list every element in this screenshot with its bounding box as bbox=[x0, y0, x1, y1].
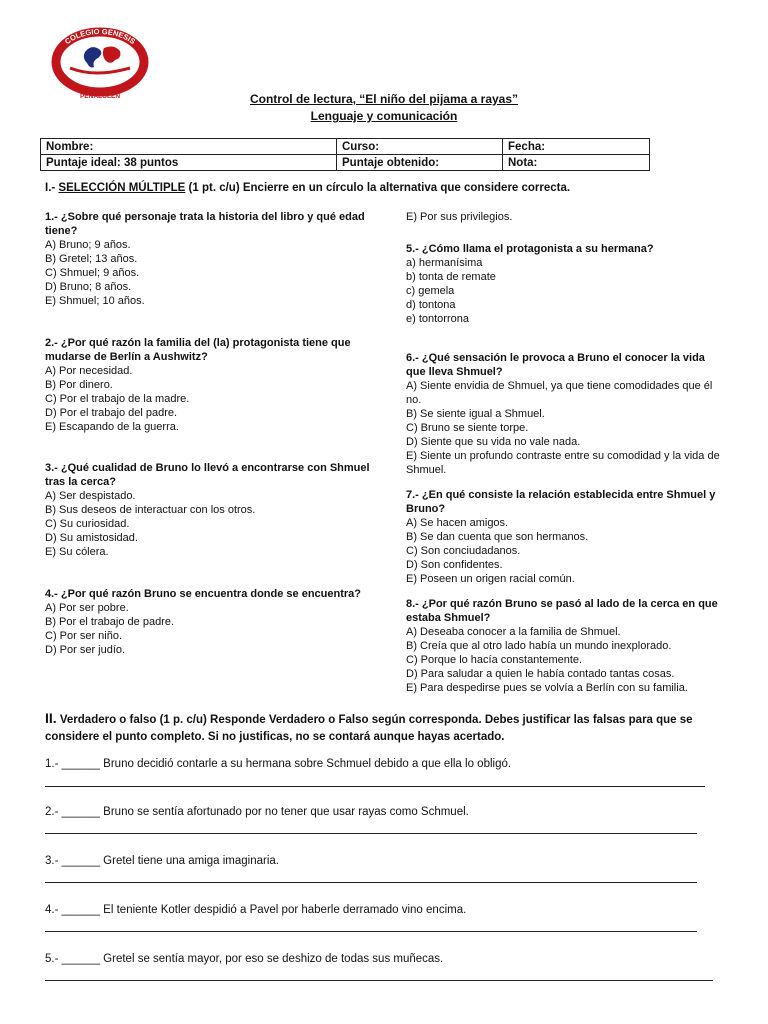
option[interactable]: E) Escapando de la guerra. bbox=[45, 421, 179, 433]
option[interactable]: E) Shmuel; 10 años. bbox=[45, 295, 145, 307]
option[interactable]: D) Por el trabajo del padre. bbox=[45, 407, 178, 419]
option[interactable]: B) Creía que al otro lado había un mundo inexplorado. bbox=[406, 640, 672, 652]
section-2-heading: II. Verdadero o falso (1 p. c/u) Responde Verdadero o Falso según corresponda. Debes justificar las falsas para que se considere el punto completo. Si no justificas, no se contará aunque hayas acertado. bbox=[45, 710, 693, 743]
option[interactable]: D) Por ser judío. bbox=[45, 644, 126, 656]
page-subtitle: Lenguaje y comunicación bbox=[310, 109, 458, 123]
option[interactable]: b) tonta de remate bbox=[406, 271, 496, 283]
option[interactable]: B) Se dan cuenta que son hermanos. bbox=[406, 531, 589, 543]
option[interactable]: B) Se siente igual a Shmuel. bbox=[406, 408, 545, 420]
option[interactable]: A) Deseaba conocer a la familia de Shmuel. bbox=[406, 626, 621, 638]
option[interactable]: A) Siente envidia de Shmuel, ya que tiene comodidades que él no. bbox=[406, 380, 713, 406]
true-false-item-1: 1.- ______ Bruno decidió contarle a su hermana sobre Schmuel debido a que ella lo obligó. bbox=[45, 758, 512, 770]
option[interactable]: B) Por dinero. bbox=[45, 379, 113, 391]
option[interactable]: A) Por ser pobre. bbox=[45, 602, 129, 614]
option[interactable]: C) Shmuel; 9 años. bbox=[45, 267, 140, 279]
grade-field[interactable]: Nota: bbox=[503, 155, 650, 171]
svg-text:PEÑALOLEN: PEÑALOLEN bbox=[79, 93, 121, 100]
obtained-score-field[interactable]: Puntaje obtenido: bbox=[337, 155, 503, 171]
option[interactable]: A) Bruno; 9 años. bbox=[45, 239, 131, 251]
question-2: 2.- ¿Por qué razón la familia del (la) protagonista tiene que mudarse de Berlín a Aushwitz? A) Por necesidad. B) Por dinero. C) Por el trabajo de la madre. D) Por el trabajo del padre. E) Escapando de la guerra. bbox=[45, 336, 370, 434]
option[interactable]: A) Ser despistado. bbox=[45, 490, 136, 502]
option[interactable]: D) Bruno; 8 años. bbox=[45, 281, 132, 293]
option[interactable]: B) Por el trabajo de padre. bbox=[45, 616, 175, 628]
school-logo bbox=[40, 22, 160, 102]
date-field[interactable]: Fecha: bbox=[503, 139, 650, 155]
option[interactable]: B) Sus deseos de interactuar con los otros. bbox=[45, 504, 256, 516]
option[interactable]: a) hermanísima bbox=[406, 257, 483, 269]
question-4-continued bbox=[406, 210, 726, 224]
option[interactable]: D) Para saludar a quien le había contado tantas cosas. bbox=[406, 668, 675, 680]
option[interactable]: E) Para despedirse pues se volvía a Berlín con su familia. bbox=[406, 682, 688, 694]
option[interactable]: E) Por sus privilegios. bbox=[406, 211, 513, 223]
option[interactable]: D) Su amistosidad. bbox=[45, 532, 138, 544]
option[interactable]: e) tontorrona bbox=[406, 313, 469, 325]
question-1: 1.- ¿Sobre qué personaje trata la historia del libro y qué edad tiene? A) Bruno; 9 años. B) Gretel; 13 años. C) Shmuel; 9 años. D) Bruno; 8 años. E) Shmuel; 10 años. bbox=[45, 210, 370, 308]
answer-line-3[interactable] bbox=[45, 882, 697, 883]
ideal-score: Puntaje ideal: 38 puntos bbox=[41, 155, 337, 171]
course-field[interactable]: Curso: bbox=[337, 139, 503, 155]
section-1-heading: I.- SELECCIÓN MÚLTIPLE (1 pt. c/u) Encierre en un círculo la alternativa que considere correcta. bbox=[45, 182, 571, 194]
answer-line-5[interactable] bbox=[45, 980, 713, 981]
question-3: 3.- ¿Qué cualidad de Bruno lo llevó a encontrarse con Shmuel tras la cerca? A) Ser despistado. B) Sus deseos de interactuar con los otros. C) Su curiosidad. D) Su amistosidad. E) Su cólera. bbox=[45, 462, 370, 558]
option[interactable]: C) Por ser niño. bbox=[45, 630, 123, 642]
option[interactable]: C) Son conciudadanos. bbox=[406, 545, 521, 557]
answer-line-4[interactable] bbox=[45, 931, 697, 932]
option[interactable]: D) Son confidentes. bbox=[406, 559, 503, 571]
true-false-item-4: 4.- ______ El teniente Kotler despidió a Pavel por haberle derramado vino encima. bbox=[45, 904, 467, 916]
true-false-item-3: 3.- ______ Gretel tiene una amiga imaginaria. bbox=[45, 855, 279, 867]
option[interactable]: C) Su curiosidad. bbox=[45, 518, 130, 530]
question-8: 8.- ¿Por qué razón Bruno se pasó al lado de la cerca en que estaba Shmuel? A) Deseaba conocer a la familia de Shmuel. B) Creía que al otro lado había un mundo inexplorado. C) Porque lo hacía constantemente. D) Para saludar a quien le había contado tantas cosas. E) Para despedirse pues se volvía a Berlín con su familia. bbox=[406, 597, 726, 695]
true-false-item-5: 5.- ______ Gretel se sentía mayor, por eso se deshizo de todas sus muñecas. bbox=[45, 953, 444, 965]
svg-text:COLEGIO GENESIS: COLEGIO GENESIS bbox=[63, 26, 137, 47]
option[interactable]: d) tontona bbox=[406, 299, 456, 311]
question-4: 4.- ¿Por qué razón Bruno se encuentra donde se encuentra? A) Por ser pobre. B) Por el trabajo de padre. C) Por ser niño. D) Por ser judío. bbox=[45, 587, 370, 657]
option[interactable]: c) gemela bbox=[406, 285, 455, 297]
option[interactable]: E) Siente un profundo contraste entre su comodidad y la vida de Shmuel. bbox=[406, 450, 720, 476]
answer-line-1[interactable] bbox=[45, 786, 705, 787]
name-field[interactable]: Nombre: bbox=[41, 139, 337, 155]
option[interactable]: D) Siente que su vida no vale nada. bbox=[406, 436, 581, 448]
option[interactable]: A) Por necesidad. bbox=[45, 365, 133, 377]
option[interactable]: B) Gretel; 13 años. bbox=[45, 253, 138, 265]
option[interactable]: A) Se hacen amigos. bbox=[406, 517, 509, 529]
option[interactable]: C) Por el trabajo de la madre. bbox=[45, 393, 190, 405]
student-info-table bbox=[40, 138, 650, 171]
question-5: 5.- ¿Cómo llama el protagonista a su hermana? a) hermanísima b) tonta de remate c) gemela d) tontona e) tontorrona bbox=[406, 242, 726, 326]
answer-line-2[interactable] bbox=[45, 833, 697, 834]
question-6: 6.- ¿Qué sensación le provoca a Bruno el conocer la vida que lleva Shmuel? A) Siente envidia de Shmuel, ya que tiene comodidades que él no. B) Se siente igual a Shmuel. C) Bruno se siente torpe. D) Siente que su vida no vale nada. E) Siente un profundo contraste entre su comodidad y la vida de Shmuel. bbox=[406, 351, 726, 477]
page-title: Control de lectura, “El niño del pijama a rayas” bbox=[249, 92, 519, 106]
true-false-item-2: 2.- ______ Bruno se sentía afortunado por no tener que usar rayas como Schmuel. bbox=[45, 806, 469, 818]
option[interactable]: E) Poseen un origen racial común. bbox=[406, 573, 575, 585]
option[interactable]: C) Porque lo hacía constantemente. bbox=[406, 654, 583, 666]
option[interactable]: E) Su cólera. bbox=[45, 546, 109, 558]
question-7: 7.- ¿En qué consiste la relación establecida entre Shmuel y Bruno? A) Se hacen amigos. B) Se dan cuenta que son hermanos. C) Son conciudadanos. D) Son confidentes. E) Poseen un origen racial común. bbox=[406, 488, 726, 586]
option[interactable]: C) Bruno se siente torpe. bbox=[406, 422, 529, 434]
